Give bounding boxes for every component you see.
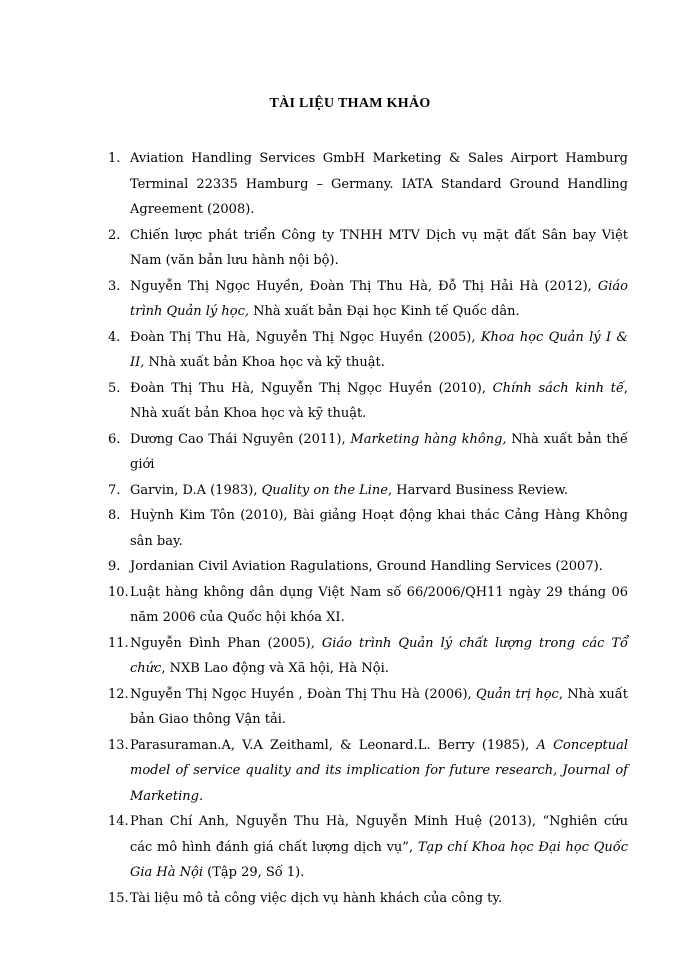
reference-segment: (Tập 29, Số 1). <box>203 865 305 880</box>
reference-item <box>108 503 628 554</box>
reference-number: 8. <box>108 508 121 523</box>
reference-segment: , NXB Lao động và Xã hội, Hà Nội. <box>161 661 389 676</box>
reference-segment: Dương Cao Thái Nguyên (2011), <box>130 431 351 447</box>
reference-segment: Luật hàng không dân dụng Việt Nam số 66/2006/QH11 ngày 29 tháng 06 năm 2006 của Quốc hội khóa XI. <box>130 584 628 625</box>
reference-text <box>130 146 628 223</box>
reference-text <box>130 809 628 886</box>
reference-text <box>130 223 628 274</box>
reference-item <box>108 376 628 427</box>
reference-item <box>108 146 628 223</box>
reference-segment: Jordanian Civil Aviation Ragulations, Ground Handling Services (2007). <box>130 559 603 574</box>
reference-segment: , Nhà xuất bản Khoa học và kỹ thuật. <box>130 380 629 421</box>
reference-text <box>130 427 628 478</box>
reference-title-italic: Quản trị học <box>475 686 559 702</box>
reference-number: 14. <box>108 814 129 829</box>
reference-segment: Phan Chí Anh, Nguyễn Thu Hà, Nguyễn Minh Huệ (2013), “Nghiên cứu các mô hình đánh giá chất lượng dịch vụ”, <box>130 814 628 855</box>
reference-text <box>130 631 628 682</box>
reference-text <box>130 376 628 427</box>
reference-number: 3. <box>108 278 121 294</box>
reference-number: 5. <box>108 380 121 396</box>
reference-text <box>130 886 628 912</box>
reference-segment: Huỳnh Kim Tôn (2010), Bài giảng Hoạt động khai thác Cảng Hàng Không sân bay. <box>130 508 628 549</box>
reference-list <box>108 146 628 911</box>
reference-title-italic: Quality on the Line <box>261 482 389 498</box>
reference-text <box>130 682 628 733</box>
reference-title-italic: Khoa học Quản lý I & II, <box>130 329 629 370</box>
reference-item <box>108 554 628 580</box>
reference-title-italic: Marketing hàng không, <box>350 431 507 447</box>
reference-text <box>130 733 628 810</box>
reference-segment: , Harvard Business Review. <box>388 482 569 498</box>
reference-item <box>108 886 628 912</box>
reference-number: 10. <box>108 584 129 600</box>
reference-item <box>108 478 628 504</box>
reference-segment: Nguyễn Thị Ngọc Huyền , Đoàn Thị Thu Hà (2006), <box>130 686 476 702</box>
reference-number: 4. <box>108 329 121 345</box>
reference-item <box>108 223 628 274</box>
reference-segment: Garvin, D.A (1983), <box>130 482 262 498</box>
reference-number: 6. <box>108 431 121 447</box>
reference-text <box>130 503 628 554</box>
reference-segment: Parasuraman.A, V.A Zeithaml, & Leonard.L. Berry (1985), <box>130 737 537 753</box>
reference-segment: Nhà xuất bản thế giới <box>130 431 628 472</box>
reference-text <box>130 478 628 504</box>
reference-item <box>108 325 628 376</box>
reference-number: 7. <box>108 482 121 498</box>
reference-text <box>130 580 628 631</box>
reference-text <box>130 554 628 580</box>
reference-item <box>108 274 628 325</box>
page-title: TÀI LIỆU THAM KHẢO <box>269 96 431 111</box>
reference-item <box>108 580 628 631</box>
reference-title-italic: Chính sách kinh tế <box>492 380 624 396</box>
reference-text <box>130 274 628 325</box>
reference-segment: Nhà xuất bản Khoa học và kỹ thuật. <box>144 355 385 370</box>
reference-item <box>108 631 628 682</box>
reference-segment: Đoàn Thị Thu Hà, Nguyễn Thị Ngọc Huyền (2005), <box>130 329 481 345</box>
reference-segment: Nguyễn Đình Phan (2005), <box>130 635 322 651</box>
reference-number: 15. <box>108 890 129 906</box>
reference-item <box>108 809 628 886</box>
reference-segment: Chiến lược phát triển Công ty TNHH MTV Dịch vụ mặt đất Sân bay Việt Nam (văn bản lưu hành nội bộ). <box>130 227 628 268</box>
reference-text <box>130 325 628 376</box>
reference-segment: Nguyễn Thị Ngọc Huyền, Đoàn Thị Thu Hà, Đỗ Thị Hải Hà (2012), <box>130 278 598 294</box>
reference-number: 2. <box>108 227 121 243</box>
reference-number: 13. <box>108 737 129 753</box>
reference-title-italic: Giáo trình Quản lý học, <box>130 278 628 319</box>
reference-title-italic: Tạp chí Khoa học Đại học Quốc Gia Hà Nội <box>130 839 628 880</box>
reference-number: 12. <box>108 686 129 702</box>
reference-title-italic: A Conceptual model of service quality and its implication for future research, Journal of Marketing <box>130 737 629 804</box>
reference-segment: Tài liệu mô tả công việc dịch vụ hành khách của công ty. <box>130 890 503 906</box>
reference-number: 11. <box>108 635 129 651</box>
reference-segment: . <box>198 788 204 804</box>
reference-segment: , Nhà xuất bản Giao thông Vận tải. <box>130 686 628 727</box>
reference-segment: Aviation Handling Services GmbH Marketing & Sales Airport Hamburg Terminal 22335 Hamburg – Germany. IATA Standard Ground Handling Agreement (2008). <box>130 151 628 217</box>
reference-segment: Nhà xuất bản Đại học Kinh tế Quốc dân. <box>249 304 520 319</box>
reference-item <box>108 682 628 733</box>
reference-number: 1. <box>108 151 121 166</box>
reference-item <box>108 733 628 810</box>
reference-number: 9. <box>108 559 121 574</box>
reference-title-italic: Giáo trình Quản lý chất lượng trong các Tổ chức <box>130 635 629 676</box>
reference-item <box>108 427 628 478</box>
reference-segment: Đoàn Thị Thu Hà, Nguyễn Thị Ngọc Huyền (2010), <box>130 380 493 396</box>
